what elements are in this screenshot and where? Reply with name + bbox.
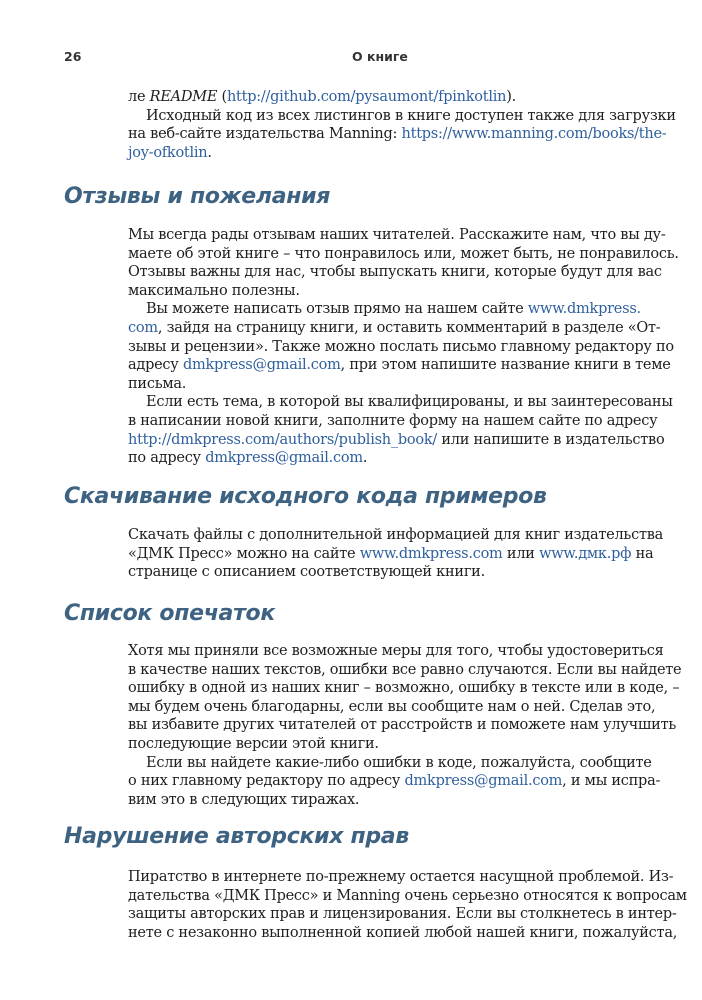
feedback-paragraph-1: Мы всегда рады отзывам наших читателей. Расскажите нам, что вы ду- маете об этой книге – что понравилось или, может быть, не понравилось. Отзывы важны для нас, чтобы выпускать книги, которые будут для вас максимально полезны.	[128, 227, 679, 299]
feedback-section	[128, 226, 679, 468]
publish-book-link[interactable]: http://dmkpress.com/authors/publish_book/	[128, 431, 438, 448]
download-paragraph: Скачать файлы с дополнительной информацией для книг издательства «ДМК Пресс» можно на сайте www.dmkpress.com или www.дмк.рф на странице с описанием соответствующей книги.	[128, 527, 664, 581]
heading-feedback: Отзывы и пожелания	[64, 184, 331, 209]
download-section	[128, 526, 664, 582]
dmkpress-com-link[interactable]: www.dmkpress.com	[359, 545, 503, 562]
readme-term: README	[149, 89, 218, 105]
manning-link-continued[interactable]: joy-ofkotlin	[128, 144, 208, 161]
dmkpress-site-link-continued[interactable]: com	[128, 319, 158, 336]
intro-paragraph-1: ле README (http://github.com/pysaumont/fpinkotlin).	[128, 89, 516, 105]
dmk-rf-link[interactable]: www.дмк.рф	[539, 545, 632, 562]
intro-paragraph-2: Исходный код из всех листингов в книге доступен также для загрузки на веб-сайте издательства Manning: https://www.manning.com/books/the- joy-ofkotlin.	[128, 107, 676, 161]
email-link[interactable]: dmkpress@gmail.com	[182, 357, 341, 374]
heading-errata: Список опечаток	[64, 601, 275, 626]
copyright-section	[128, 868, 687, 942]
errata-paragraph-2: Если вы найдете какие-либо ошибки в коде, пожалуйста, сообщите о них главному редактору по адресу dmkpress@gmail.com, и мы испра- вим это в следующих тиражах.	[128, 754, 661, 808]
heading-download-code: Скачивание исходного кода примеров	[64, 484, 547, 509]
page-number: 26	[64, 49, 82, 64]
errata-section	[128, 642, 682, 809]
heading-copyright: Нарушение авторских прав	[64, 824, 409, 849]
email-link[interactable]: dmkpress@gmail.com	[404, 773, 563, 790]
errata-paragraph-1: Хотя мы приняли все возможные меры для того, чтобы удостовериться в качестве наших текстов, ошибки все равно случаются. Если вы найдете ошибку в одной из наших книг – возможно, ошибку в тексте или в коде, – мы будем очень благодарны, если вы сообщите нам о ней. Сделав это, вы избавите других читателей от расстройств и поможете нам улучшить последующие версии этой книги.	[128, 643, 682, 752]
page-header	[0, 49, 702, 69]
running-title: О книге	[352, 49, 408, 64]
email-link[interactable]: dmkpress@gmail.com	[205, 450, 363, 467]
dmkpress-site-link[interactable]: www.dmkpress.	[527, 301, 641, 318]
feedback-paragraph-2: Вы можете написать отзыв прямо на нашем сайте www.dmkpress. com, зайдя на страницу книги, и оставить комментарий в разделе «От- зывы и рецензии». Также можно послать письмо главному редактору по адресу dmkpress@gmail.com, при этом напишите название книги в теме письма.	[128, 301, 674, 392]
feedback-paragraph-3: Если есть тема, в которой вы квалифицированы, и вы заинтересованы в написании новой книги, заполните форму на нашем сайте по адресу http://dmkpress.com/authors/publish_book/ или напишите в издательство по адресу dmkpress@gmail.com.	[128, 394, 673, 467]
github-link[interactable]: http://github.com/pysaumont/fpinkotlin	[226, 89, 507, 105]
intro-block	[128, 88, 676, 162]
copyright-paragraph: Пиратство в интернете по-прежнему остается насущной проблемой. Из- дательства «ДМК Пресс» и Manning очень серьезно относятся к вопросам защиты авторских прав и лицензирования. Если вы столкнетесь в интер- нете с незаконно выполненной копией любой нашей книги, пожалуйста,	[128, 869, 687, 941]
manning-link[interactable]: https://www.manning.com/books/the-	[401, 126, 667, 143]
